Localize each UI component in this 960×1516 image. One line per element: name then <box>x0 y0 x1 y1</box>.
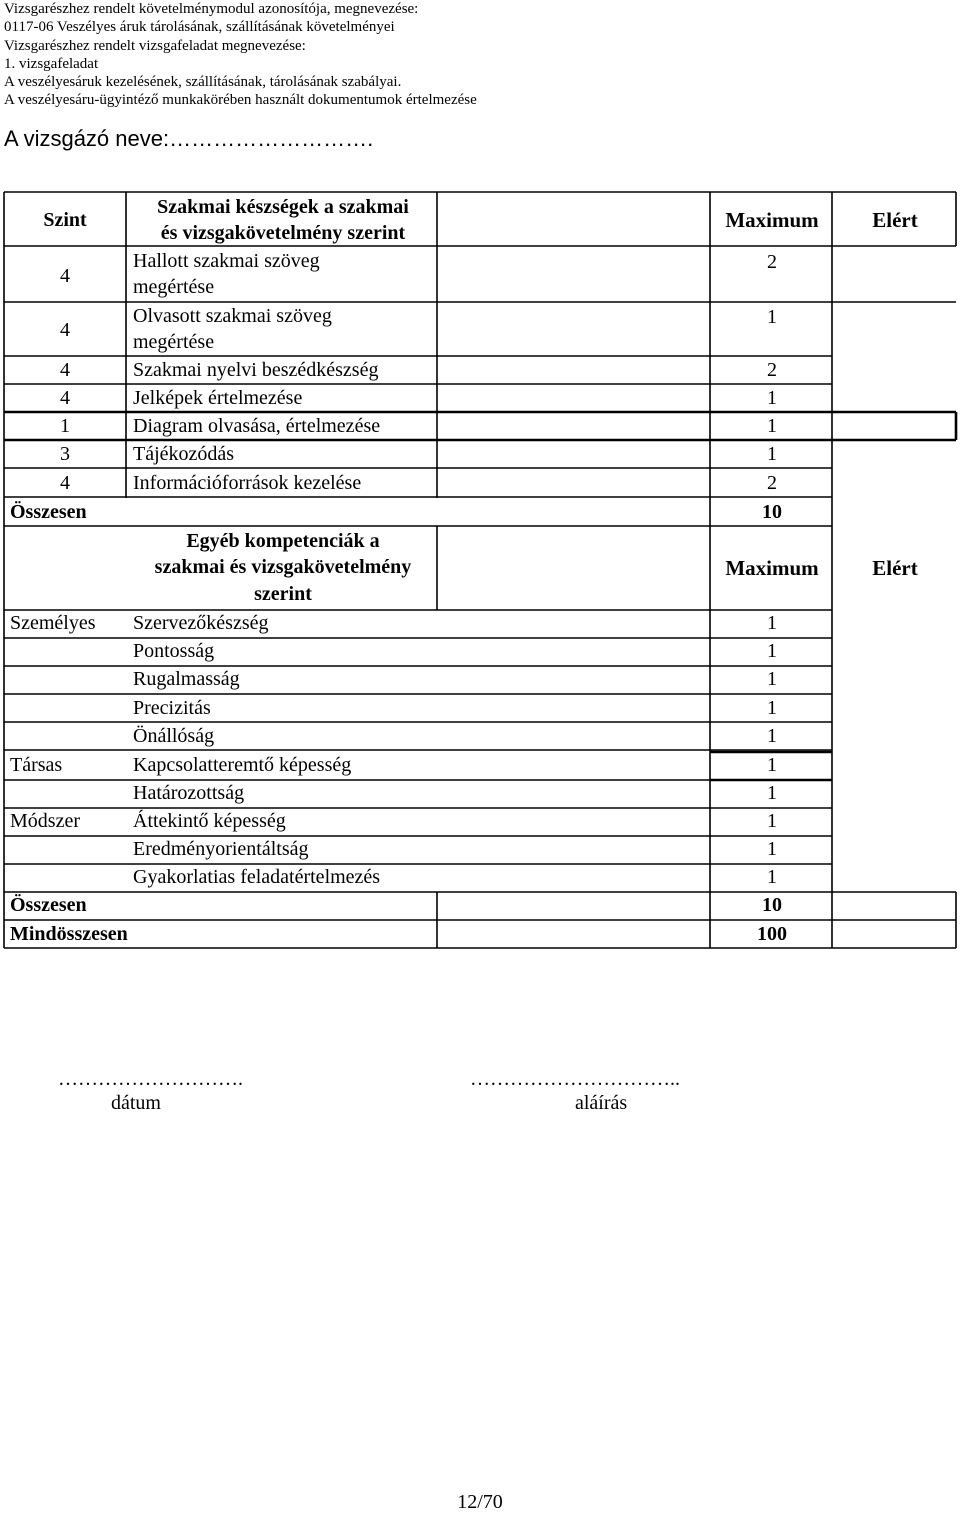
skills-header-line2: és vizsgakövetelmény szerint <box>160 222 406 244</box>
subtotal-label: Összesen <box>10 501 87 523</box>
achieved-header: Elért <box>872 208 918 232</box>
competence-item: Kapcsolatteremtő képesség <box>133 754 352 776</box>
competence-category: Személyes <box>10 612 96 634</box>
competence-item: Pontosság <box>133 640 215 662</box>
competence-max: 1 <box>767 810 777 832</box>
date-label: dátum <box>111 1092 161 1114</box>
table-row-skill: Szakmai nyelvi beszédkészség <box>133 359 379 381</box>
competence-item: Szervezőkészség <box>133 612 269 634</box>
table-row-level: 1 <box>60 415 70 437</box>
header-line: A veszélyesáru-ügyintéző munkakörében használt dokumentumok értelmezése <box>4 92 477 109</box>
table-row-level: 3 <box>60 443 70 465</box>
table-row-max: 1 <box>767 415 777 437</box>
table-row-skill: Diagram olvasása, értelmezése <box>133 415 381 437</box>
table-row-skill: Információforrások kezelése <box>133 472 362 494</box>
table-row-skill: Olvasott szakmai szöveg <box>133 305 332 327</box>
competence-header-line1: Egyéb kompetenciák a <box>186 530 380 552</box>
header-line: Vizsgarészhez rendelt követelménymodul azonosítója, megnevezése: <box>4 1 419 17</box>
max-header: Maximum <box>725 208 819 232</box>
header-line: A veszélyesáruk kezelésének, szállításának, tárolásának szabályai. <box>4 74 402 91</box>
level-header: Szint <box>43 209 87 231</box>
header-line: 0117-06 Veszélyes áruk tárolásának, szállításának követelményei <box>4 19 395 36</box>
competence-max: 1 <box>767 866 777 888</box>
competence-max: 1 <box>767 782 777 804</box>
competence-max: 1 <box>767 612 777 634</box>
subtotal-value: 10 <box>762 894 782 916</box>
skills-header-line1: Szakmai készségek a szakmai <box>157 196 409 218</box>
signature-label: aláírás <box>575 1092 628 1114</box>
table-row-max: 1 <box>767 443 777 465</box>
header-line: Vizsgarészhez rendelt vizsgafeladat megnevezése: <box>4 37 306 54</box>
competence-max: 1 <box>767 754 777 776</box>
table-row-skill: megértése <box>133 276 215 298</box>
achieved-header: Elért <box>872 556 918 580</box>
competence-category: Módszer <box>10 810 80 832</box>
competence-item: Önállóság <box>133 725 215 747</box>
table-row-skill: megértése <box>133 331 215 353</box>
grand-total-value: 100 <box>757 923 787 945</box>
table-row-level: 4 <box>60 359 70 381</box>
table-row-level: 4 <box>60 319 70 341</box>
table-row-max: 1 <box>767 387 777 409</box>
page-number: 12/70 <box>457 1491 503 1513</box>
table-row-level: 4 <box>60 387 70 409</box>
table-row-max: 2 <box>767 359 777 381</box>
date-dotted-line: ………………………. <box>58 1068 243 1090</box>
competence-item: Rugalmasság <box>133 668 240 690</box>
header-line: 1. vizsgafeladat <box>4 55 99 72</box>
competence-item: Határozottság <box>133 782 245 804</box>
document-header <box>4 0 954 110</box>
competence-header-line3: szerint <box>254 583 312 605</box>
table-row-max: 1 <box>767 306 777 328</box>
competence-item: Eredményorientáltság <box>133 838 309 860</box>
table-row-skill: Tájékozódás <box>133 443 235 465</box>
table-row-skill: Jelképek értelmezése <box>133 387 303 409</box>
competence-max: 1 <box>767 640 777 662</box>
table-row-max: 2 <box>767 472 777 494</box>
competence-max: 1 <box>767 838 777 860</box>
competence-max: 1 <box>767 725 777 747</box>
examinee-name-line: A vizsgázó neve:………………………. <box>4 126 374 151</box>
max-header: Maximum <box>725 556 819 580</box>
competence-header-line2: szakmai és vizsgakövetelmény <box>154 556 412 578</box>
table-row-level: 4 <box>60 472 70 494</box>
subtotal-label: Összesen <box>10 894 87 916</box>
competence-category: Társas <box>10 754 63 776</box>
table-row-max: 2 <box>767 251 777 273</box>
table-row-level: 4 <box>60 265 70 287</box>
subtotal-value: 10 <box>762 501 782 523</box>
competence-item: Gyakorlatias feladatértelmezés <box>133 866 381 888</box>
table-row-skill: Hallott szakmai szöveg <box>133 250 320 272</box>
competence-max: 1 <box>767 697 777 719</box>
competence-item: Precizitás <box>133 697 211 719</box>
competence-max: 1 <box>767 668 777 690</box>
signature-dotted-line: ………………………….. <box>470 1068 680 1090</box>
grand-total-label: Mindösszesen <box>10 923 128 945</box>
competence-item: Áttekintő képesség <box>133 810 286 832</box>
